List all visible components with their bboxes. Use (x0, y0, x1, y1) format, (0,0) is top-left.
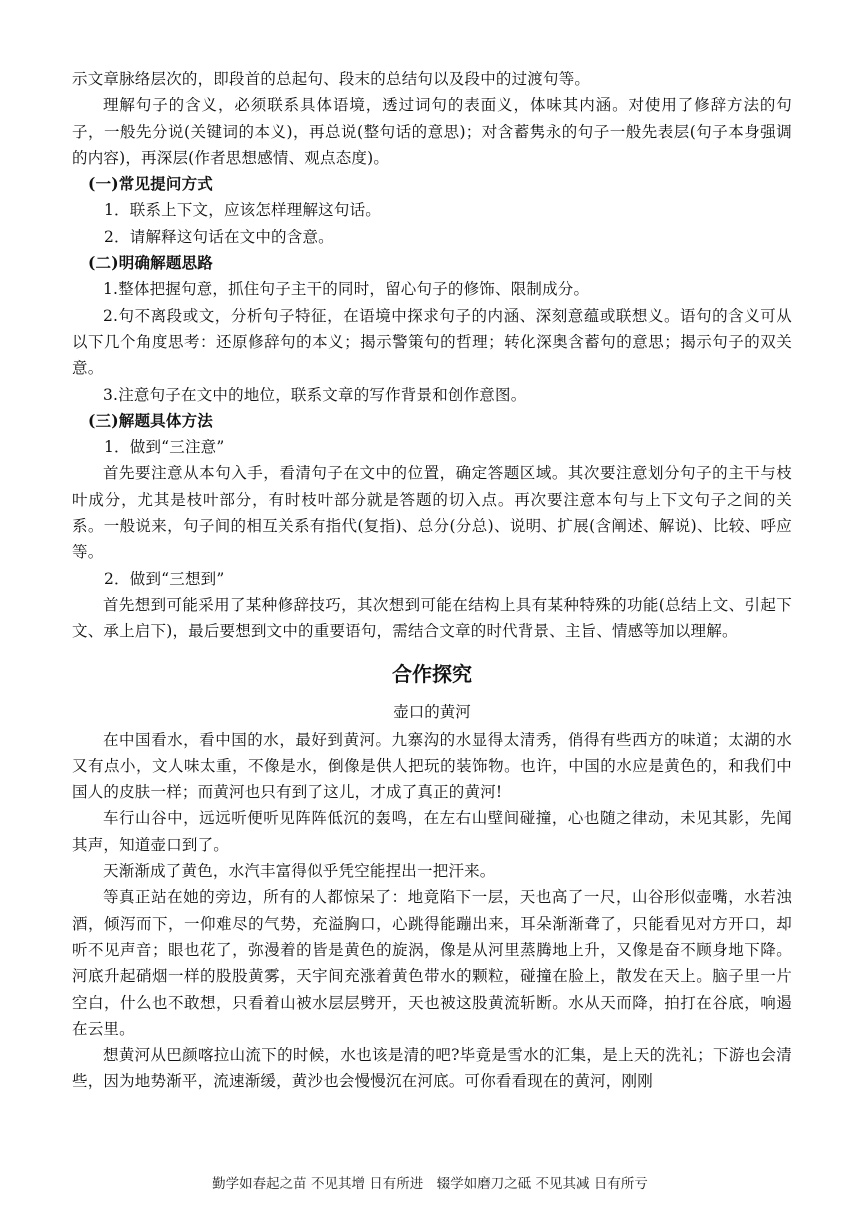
intro-paragraph: 理解句子的含义，必须联系具体语境，透过词句的表面义，体味其内涵。对使用了修辞方法的句子，一般先分说(关键词的本义)，再总说(整句话的意思)；对含蓄隽永的句子一般先表层(句子本身强调的内容)，再深层(作者思想感情、观点态度)。 (72, 96, 792, 167)
article-paragraph: 想黄河从巴颜喀拉山流下的时候，水也该是清的吧?毕竟是雪水的汇集，是上天的洗礼；下游也会清些，因为地势渐平，流速渐缓，黄沙也会慢慢沉在河底。可你看看现在的黄河，刚刚 (72, 1046, 792, 1091)
list-item: 1．联系上下文，应该怎样理解这句话。 (104, 201, 381, 220)
article-paragraph: 天渐渐成了黄色，水汽丰富得似乎凭空能捏出一把汗来。 (103, 862, 496, 881)
list-item: 2.句不离段或文，分析句子特征，在语境中探求句子的内涵、深刻意蕴或联想义。语句的含义可从以下几个角度思考：还原修辞句的本义；揭示警策句的哲理；转化深奥含蓄句的意思；揭示句子的双关意。 (72, 306, 792, 378)
page-footer: 勤学如春起之苗 不见其增 日有所进 辍学如磨刀之砥 不见其减 日有所亏 (212, 1176, 648, 1192)
subheading: 2．做到“三想到” (104, 569, 225, 588)
section-heading: (一)常见提问方式 (88, 174, 213, 194)
intro-line: 示文章脉络层次的，即段首的总起句、段末的总结句以及段中的过渡句等。 (72, 70, 591, 88)
section-heading: (三)解题具体方法 (88, 410, 213, 430)
paragraph: 首先想到可能采用了某种修辞技巧，其次想到可能在结构上具有某种特殊的功能(总结上文、引起下文、承上启下)，最后要想到文中的重要语句，需结合文章的时代背景、主旨、情感等加以理解。 (72, 595, 792, 641)
list-item: 3.注意句子在文中的地位，联系文章的写作背景和创作意图。 (103, 385, 527, 404)
section-heading: (二)明确解题思路 (88, 253, 213, 273)
list-item: 1.整体把握句意，抓住句子主干的同时，留心句子的修饰、限制成分。 (103, 280, 590, 299)
article-paragraph: 在中国看水，看中国的水，最好到黄河。九寨沟的水显得太清秀，俏得有些西方的味道；太湖的水又有点小，文人味太重，不像是水，倒像是供人把玩的装饰物。也许，中国的水应是黄色的，和我们中国人的皮肤一样；而黄河也只有到了这儿，才成了真正的黄河! (72, 730, 792, 802)
list-item: 2．请解释这句话在文中的含意。 (104, 227, 334, 246)
subheading: 1．做到“三注意” (104, 438, 225, 457)
paragraph: 首先要注意从本句入手，看清句子在文中的位置，确定答题区域。其次要注意划分句子的主干与枝叶成分，尤其是枝叶部分，有时枝叶部分就是答题的切入点。再次要注意本句与上下文句子之间的关系。一般说来，句子间的相互关系有指代(复指)、总分(分总)、说明、扩展(含阐述、解说)、比较、呼应等。 (72, 464, 792, 562)
article-title: 壶口的黄河 (393, 702, 471, 721)
article-paragraph: 车行山谷中，远远听便听见阵阵低沉的轰鸣，在左右山壁间碰撞，心也随之律动，未见其影，先闻其声，知道壶口到了。 (72, 809, 792, 854)
article-paragraph: 等真正站在她的旁边，所有的人都惊呆了：地竟陷下一层，天也高了一尺，山谷形似壶嘴，水若浊酒，倾泻而下，一仰难尽的气势，充溢胸口，心跳得能蹦出来，耳朵渐渐聋了，只能看见对方开口，却听不见声音；眼也花了，弥漫着的皆是黄色的旋涡，像是从河里蒸腾地上升，又像是奋不顾身地下降。河底升起硝烟一样的股股黄雾，天宇间充涨着黄色带水的颗粒，碰撞在脸上，散发在天上。脑子里一片空白，什么也不敢想，只看着山被水层层劈开，天也被这股黄流斩断。水从天而降，拍打在谷底，响遏在云里。 (72, 888, 792, 1038)
section-title: 合作探究 (392, 661, 472, 686)
document-body (72, 66, 792, 1095)
